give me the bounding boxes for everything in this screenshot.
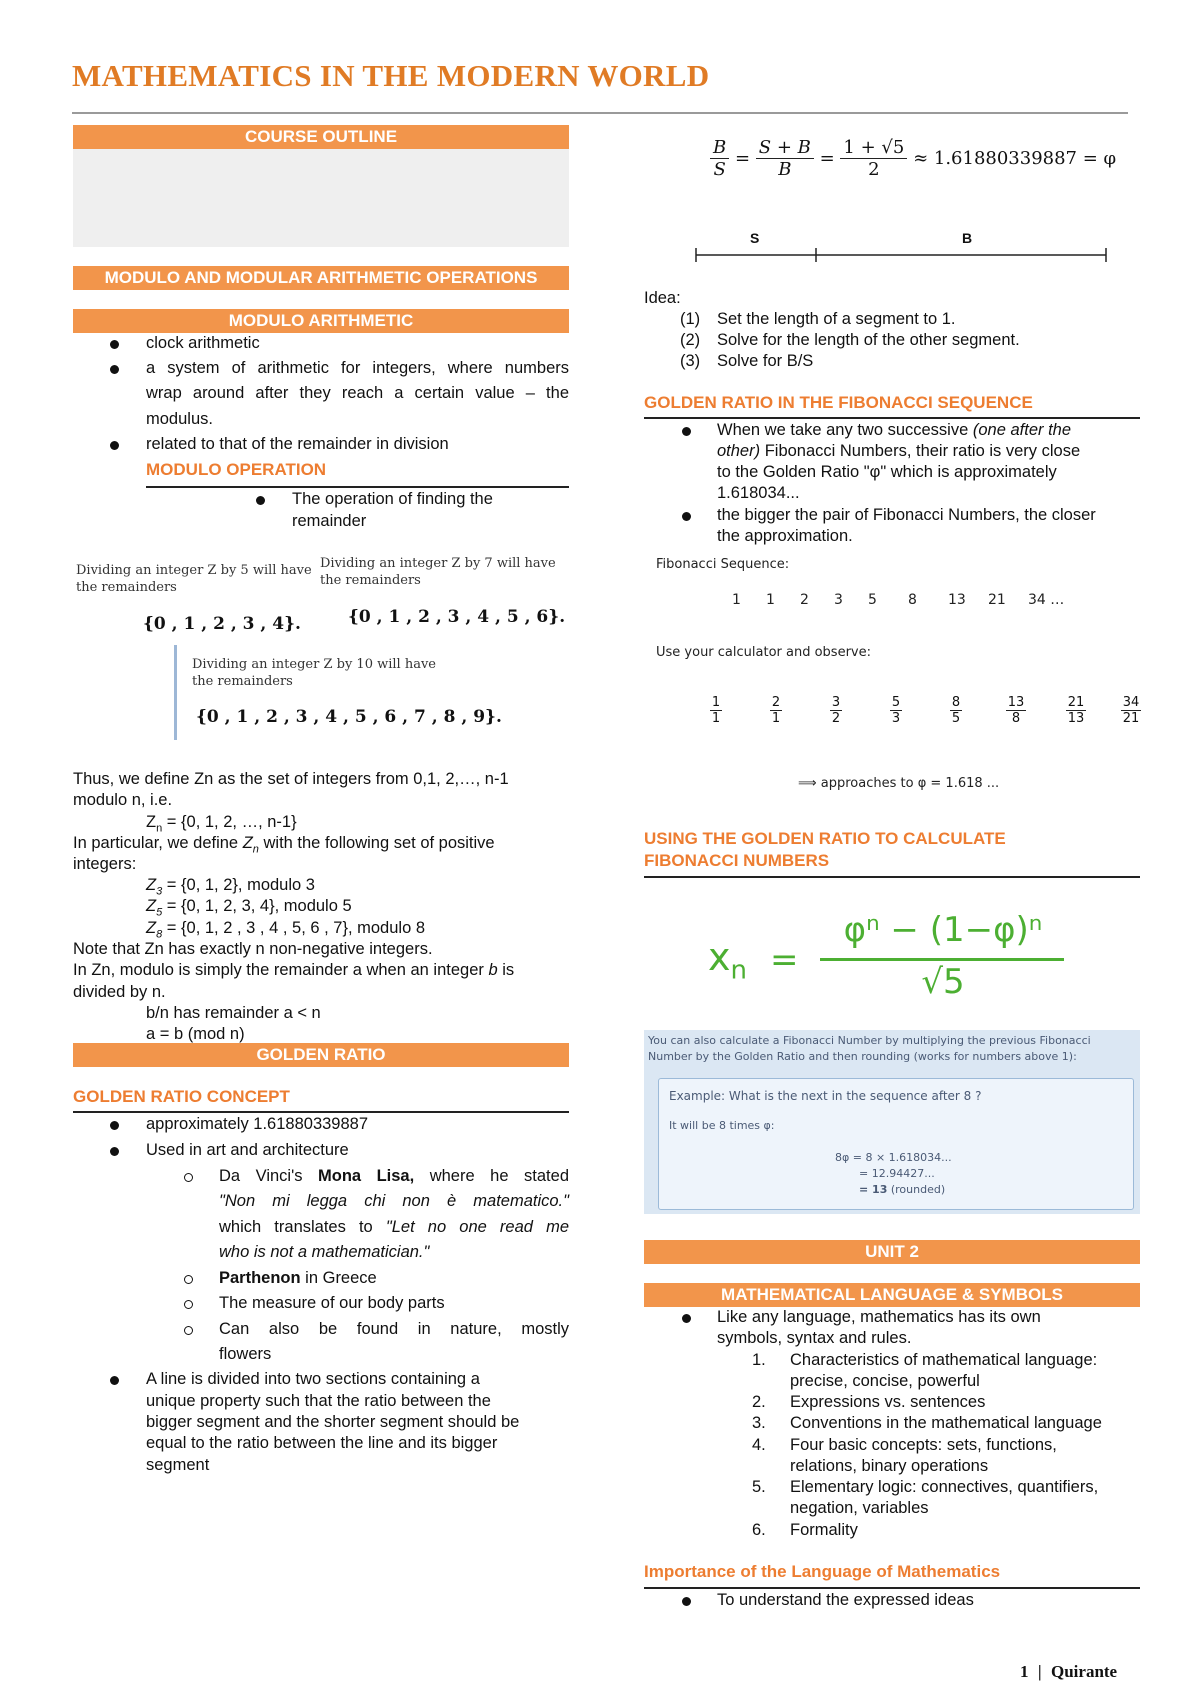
heading-underline (644, 876, 1140, 878)
z3-line: $Z_3 = \{0$, 1, 2}, modulo 3 (146, 876, 315, 898)
remainder-caption-5: Dividing an integer Z by 5 will have the remainders (76, 563, 312, 595)
example-calc-1: 8φ = 8 × 1.618034... (835, 1151, 952, 1164)
mona-lisa-line-2: "Non mi legga chi non è matematico." (219, 1192, 569, 1210)
lang-bullet-line-2: symbols, syntax and rules. (717, 1329, 912, 1347)
fib-bullet-1-line-3: to the Golden Ratio "φ" which is approximately (717, 463, 1057, 481)
lang-item-num: 2. (752, 1393, 766, 1411)
lang-item-2: Expressions vs. sentences (790, 1393, 986, 1411)
fib-number: 3 (834, 592, 843, 608)
sub-bullet (184, 1173, 193, 1182)
idea-num-2: (2) (680, 331, 701, 349)
fib-number: 34 … (1028, 592, 1065, 608)
fib-number: 1 (732, 592, 741, 608)
modulo-ops-band: MODULO AND MODULAR ARITHMETIC OPERATIONS (73, 266, 569, 290)
xn-label: $x_n$ (708, 935, 747, 986)
modulo-operation-line-1: The operation of finding the (292, 490, 493, 508)
lang-bullet-line-1: Like any language, mathematics has its own (717, 1308, 1041, 1326)
idea-num-3: (3) (680, 352, 701, 370)
fib-number: 2 (800, 592, 809, 608)
fib-number: 1 (766, 592, 775, 608)
idea-num-1: (1) (680, 310, 701, 328)
lang-item-num: 5. (752, 1478, 766, 1496)
zn-line-2: modulo n, i.e. (73, 791, 173, 809)
xn-equals: = (770, 940, 799, 980)
ratio: $\frac{8}{5}$ (951, 695, 961, 726)
arith-bullet-1: clock arithmetic (146, 334, 260, 352)
example-intro-line-2: Number by the Golden Ratio and then rounding (works for numbers above 1): (648, 1050, 1077, 1063)
fib-number: 13 (948, 592, 966, 608)
idea-2: Solve for the length of the other segment. (717, 331, 1020, 349)
arith-bullet-2-line-2: wrap around after they reach a certain value – the (146, 384, 569, 402)
sub-bullet (184, 1275, 193, 1284)
xn-numerator: φⁿ − (1−φ)ⁿ (843, 910, 1043, 950)
golden-concept-heading: GOLDEN RATIO CONCEPT (73, 1087, 290, 1106)
z5-line: $Z_5 = \{0$, 1, 2, 3, 4}, modulo 5 (146, 897, 352, 919)
bullet (682, 512, 691, 521)
bullet (110, 365, 119, 374)
zn-line-1: Thus, we define Zn as the set of integers from 0,1, 2,…, n-1 (73, 770, 509, 788)
ratio: $\frac{2}{1}$ (771, 695, 781, 726)
bullet (682, 1597, 691, 1606)
lang-item-5-line-2: negation, variables (790, 1499, 929, 1517)
calculator-label: Use your calculator and observe: (656, 645, 871, 660)
remainder-set-10: {0 , 1 , 2 , 3 , 4 , 5 , 6 , 7 , 8 , 9}. (196, 707, 502, 727)
ratio: $\frac{34}{21}$ (1122, 695, 1140, 726)
example-calc-2: = 12.94427... (859, 1167, 935, 1180)
lang-item-6: Formality (790, 1521, 858, 1539)
fib-sequence (732, 592, 1064, 608)
page-footer (1020, 1662, 1117, 1682)
bullet (110, 1147, 119, 1156)
fib-bullet-1-line-1: When we take any two successive (one after the (717, 421, 1072, 439)
idea-3: Solve for B/S (717, 352, 814, 370)
example-intro-line-1: You can also calculate a Fibonacci Number by multiplying the previous Fibonacci (648, 1034, 1091, 1047)
fib-number: 8 (908, 592, 917, 608)
lang-item-num: 4. (752, 1436, 766, 1454)
heading-underline (73, 1111, 569, 1113)
course-outline-box (73, 149, 569, 247)
arith-bullet-2-line-1: a system of arithmetic for integers, where numbers (146, 359, 569, 377)
nature-line-2: flowers (219, 1345, 272, 1363)
bullet (110, 340, 119, 349)
zn-line-4: In particular, we define $Z_n$ with the following set of positive (73, 834, 495, 856)
unit2-band: UNIT 2 (644, 1240, 1140, 1264)
lang-item-4-line-2: relations, binary operations (790, 1457, 989, 1475)
arith-bullet-2-line-3: modulus. (146, 410, 213, 428)
fib-bullet-1-line-4: 1.618034... (717, 484, 800, 502)
calc-heading-line-1: USING THE GOLDEN RATIO TO CALCULATE (644, 829, 1006, 848)
quote-bar (174, 645, 177, 740)
heading-underline (146, 486, 569, 488)
concept-bullet-1: approximately 1.61880339887 (146, 1115, 369, 1133)
fib-ratios (686, 695, 1156, 727)
sub-bullet (184, 1326, 193, 1335)
lang-item-3: Conventions in the mathematical language (790, 1414, 1102, 1432)
example-box (644, 1030, 1140, 1214)
page-title: MATHEMATICS IN THE MODERN WORLD (72, 58, 710, 93)
fib-sequence-label: Fibonacci Sequence: (656, 557, 790, 572)
xn-fraction-bar (820, 958, 1064, 961)
segment-label-s: S (750, 230, 760, 246)
xn-denominator: √5 (921, 962, 965, 1002)
fib-bullet-2-line-1: the bigger the pair of Fibonacci Numbers, the closer (717, 506, 1096, 524)
example-inner (658, 1078, 1134, 1210)
line-divided-1: A line is divided into two sections containing a (146, 1370, 480, 1388)
nature-line-1: Can also be found in nature, mostly (219, 1320, 569, 1338)
idea-label: Idea: (644, 289, 681, 307)
fib-bullet-1-line-2: other) Fibonacci Numbers, their ratio is very close (717, 442, 1081, 460)
line-divided-3: bigger segment and the shorter segment should be (146, 1413, 520, 1431)
zn-line-3: $Z_n = \{0$, 1, 2, …, n-1} (146, 813, 297, 835)
zn-line-5: integers: (73, 855, 137, 873)
ratio: $\frac{5}{3}$ (891, 695, 901, 726)
fib-number: 5 (868, 592, 877, 608)
example-answer: It will be 8 times φ: (669, 1119, 775, 1132)
example-question: Example: What is the next in the sequence after 8 ? (669, 1089, 982, 1103)
remainder-caption-7: Dividing an integer Z by 7 will have the remainders (320, 556, 556, 588)
bullet (682, 427, 691, 436)
remainder-set-5: {0 , 1 , 2 , 3 , 4}. (143, 614, 301, 634)
modulo-operation-heading: MODULO OPERATION (146, 460, 327, 479)
lang-item-5-line-1: Elementary logic: connectives, quantifiers, (790, 1478, 1099, 1496)
body-parts-line: The measure of our body parts (219, 1294, 445, 1312)
lang-item-num: 3. (752, 1414, 766, 1432)
line-divided-5: segment (146, 1456, 210, 1474)
concept-bullet-2: Used in art and architecture (146, 1141, 349, 1159)
heading-underline (644, 417, 1140, 419)
arith-bullet-3: related to that of the remainder in division (146, 435, 449, 453)
lang-item-4-line-1: Four basic concepts: sets, functions, (790, 1436, 1057, 1454)
modulo-arith-band: MODULO ARITHMETIC (73, 309, 569, 333)
segment-label-b: B (962, 230, 973, 246)
mona-lisa-line-4: who is not a mathematician." (219, 1243, 430, 1261)
footer-separator: | (1037, 1662, 1042, 1681)
course-outline-band: COURSE OUTLINE (73, 125, 569, 149)
bullet (256, 496, 265, 505)
page-number: 1 (1020, 1662, 1029, 1681)
ratio: $\frac{1}{1}$ (711, 695, 721, 726)
fib-number: 21 (988, 592, 1006, 608)
lang-item-num: 1. (752, 1351, 766, 1369)
mona-lisa-line-3: which translates to "Let no one read me (219, 1218, 570, 1236)
zn-line-10: In Zn, modulo is simply the remainder a when an integer b is (73, 961, 515, 979)
lang-item-1-line-2: precise, concise, powerful (790, 1372, 980, 1390)
bullet (110, 1376, 119, 1385)
golden-ratio-formula: $\frac{B}{S}$ = $\frac{S + B}{B}$ = $\frac{1 + √5}{2}$ ≈ 1.61880339887 = φ (710, 137, 1116, 180)
line-divided-4: equal to the ratio between the line and its bigger (146, 1434, 498, 1452)
importance-heading: Importance of the Language of Mathematics (644, 1562, 1001, 1581)
math-language-band: MATHEMATICAL LANGUAGE & SYMBOLS (644, 1283, 1140, 1307)
bullet (110, 1121, 119, 1130)
calc-heading-line-2: FIBONACCI NUMBERS (644, 851, 830, 870)
lang-item-num: 6. (752, 1521, 766, 1539)
approaches-phi: ⟹ approaches to φ = 1.618 ... (798, 776, 1000, 791)
z8-line: $Z_8 = \{0$, 1, 2 , 3 , 4 , 5, 6 , 7}, modulo 8 (146, 919, 426, 941)
zn-line-13: a = b (mod n) (146, 1025, 245, 1043)
footer-author: Quirante (1051, 1662, 1118, 1681)
zn-line-12: b/n has remainder a < n (146, 1004, 321, 1022)
example-calc-3: = 13 (rounded) (859, 1183, 946, 1196)
ratio: $\frac{3}{2}$ (831, 695, 841, 726)
modulo-operation-line-2: remainder (292, 512, 367, 530)
heading-underline (644, 1587, 1140, 1589)
bullet (110, 441, 119, 450)
lang-item-1-line-1: Characteristics of mathematical language: (790, 1351, 1098, 1369)
bullet (682, 1314, 691, 1323)
zn-line-9: Note that Zn has exactly n non-negative integers. (73, 940, 433, 958)
golden-ratio-band: GOLDEN RATIO (73, 1043, 569, 1067)
title-rule (72, 112, 1128, 114)
mona-lisa-line-1: Da Vinci's Mona Lisa, where he stated (219, 1167, 569, 1185)
parthenon-line: Parthenon in Greece (219, 1269, 377, 1287)
fib-heading: GOLDEN RATIO IN THE FIBONACCI SEQUENCE (644, 393, 1033, 412)
line-divided-2: unique property such that the ratio between the (146, 1392, 491, 1410)
remainder-caption-10: Dividing an integer Z by 10 will have the remainders (192, 657, 436, 689)
remainder-set-7: {0 , 1 , 2 , 3 , 4 , 5 , 6}. (348, 607, 566, 627)
sub-bullet (184, 1300, 193, 1309)
fib-bullet-2-line-2: the approximation. (717, 527, 853, 545)
ratio: $\frac{21}{13}$ (1067, 695, 1085, 726)
ratio: $\frac{13}{8}$ (1007, 695, 1025, 726)
importance-bullet-1: To understand the expressed ideas (717, 1591, 974, 1609)
idea-1: Set the length of a segment to 1. (717, 310, 956, 328)
zn-line-11: divided by n. (73, 983, 166, 1001)
